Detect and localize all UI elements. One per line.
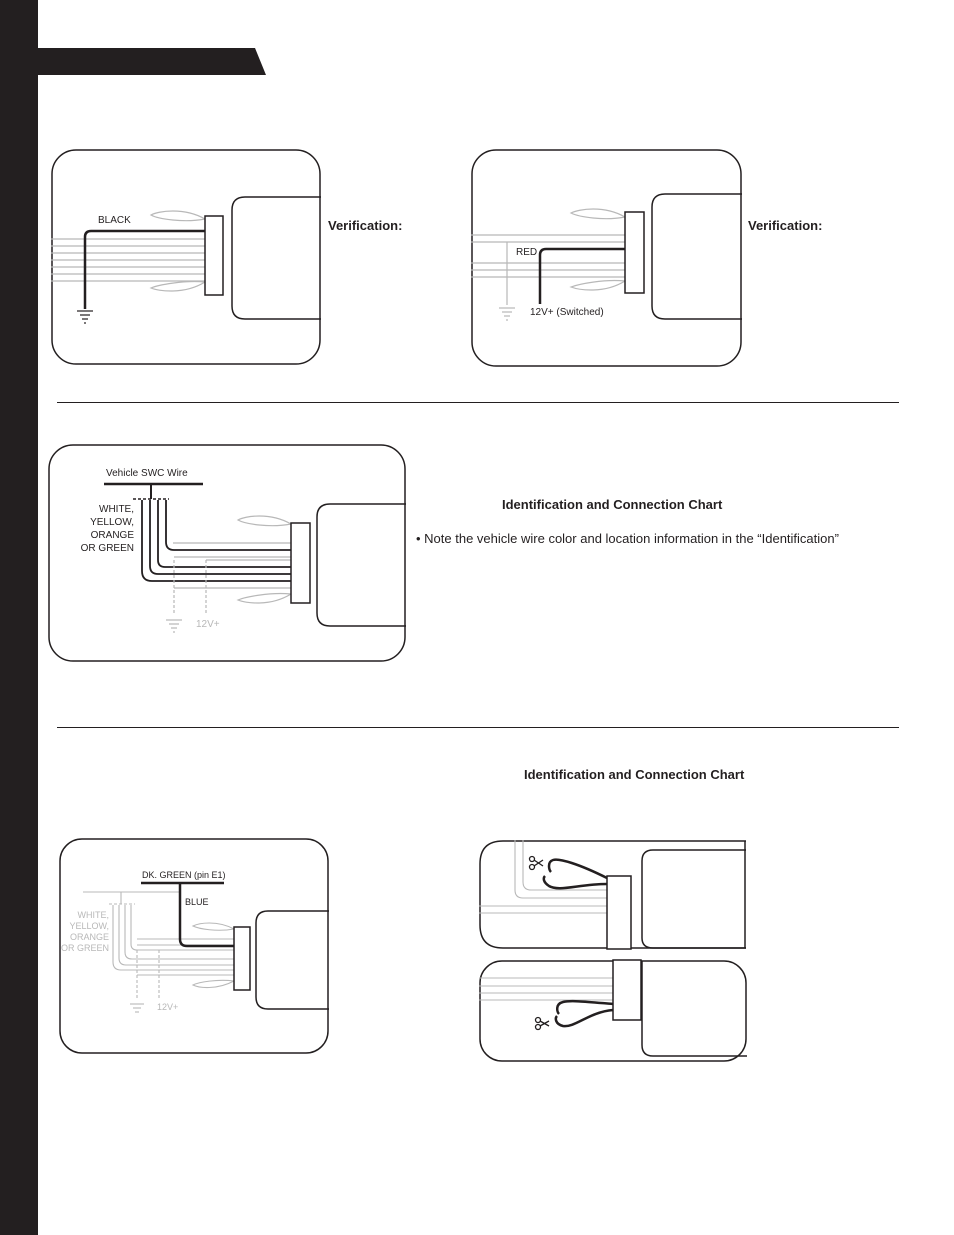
wire-color-options-faded bbox=[59, 910, 109, 954]
ground-wire-diagram-drawing bbox=[51, 149, 321, 365]
dk-green-wire-label: DK. GREEN (pin E1) bbox=[142, 870, 226, 880]
power-12v-label: 12V+ bbox=[157, 1002, 179, 1012]
chart-heading-section4: Identification and Connection Chart bbox=[524, 767, 745, 782]
section-header-tab bbox=[38, 48, 266, 75]
cut-wire-detail-bottom bbox=[479, 960, 747, 1062]
black-wire-label: BLACK bbox=[98, 215, 131, 226]
wire-color-option: WHITE, bbox=[99, 504, 134, 515]
cut-wire-detail-bottom-drawing bbox=[479, 960, 747, 1062]
wire-color-option: ORANGE bbox=[90, 530, 134, 541]
cut-wire-detail-top-drawing bbox=[479, 840, 746, 949]
page-sidebar-bar bbox=[0, 0, 38, 1235]
switched-power-label: 12V+ (Switched) bbox=[530, 307, 604, 318]
cut-wire-detail-top bbox=[479, 840, 746, 949]
verification-label-power: Verification: bbox=[748, 218, 823, 233]
vehicle-swc-wire-label: Vehicle SWC Wire bbox=[106, 468, 188, 479]
power-12v-label: 12V+ bbox=[196, 619, 220, 630]
red-wire-label: RED bbox=[516, 247, 538, 258]
ground-wire-diagram bbox=[51, 149, 321, 365]
wire-color-option: ORANGE bbox=[69, 932, 109, 942]
swc-wire-diagram bbox=[48, 444, 406, 662]
chart-heading-section3: Identification and Connection Chart bbox=[502, 497, 723, 512]
scissors-icon bbox=[530, 857, 544, 870]
section-divider-1 bbox=[57, 402, 899, 403]
wire-color-option: YELLOW, bbox=[69, 921, 109, 931]
power-wire-diagram-drawing bbox=[471, 149, 742, 367]
wire-color-option: YELLOW, bbox=[90, 517, 134, 528]
wire-color-options bbox=[58, 503, 134, 555]
scissors-icon bbox=[536, 1018, 550, 1030]
blue-wire-label: BLUE bbox=[185, 897, 209, 907]
blue-wire-diagram bbox=[59, 838, 329, 1054]
wire-color-option: OR GREEN bbox=[80, 543, 134, 554]
wire-color-option: OR GREEN bbox=[60, 943, 109, 953]
power-wire-diagram bbox=[471, 149, 742, 367]
identification-note: • Note the vehicle wire color and location information in the “Identification” bbox=[416, 531, 839, 546]
verification-label-ground: Verification: bbox=[328, 218, 403, 233]
wire-color-option: WHITE, bbox=[77, 910, 109, 920]
section-divider-2 bbox=[57, 727, 899, 728]
